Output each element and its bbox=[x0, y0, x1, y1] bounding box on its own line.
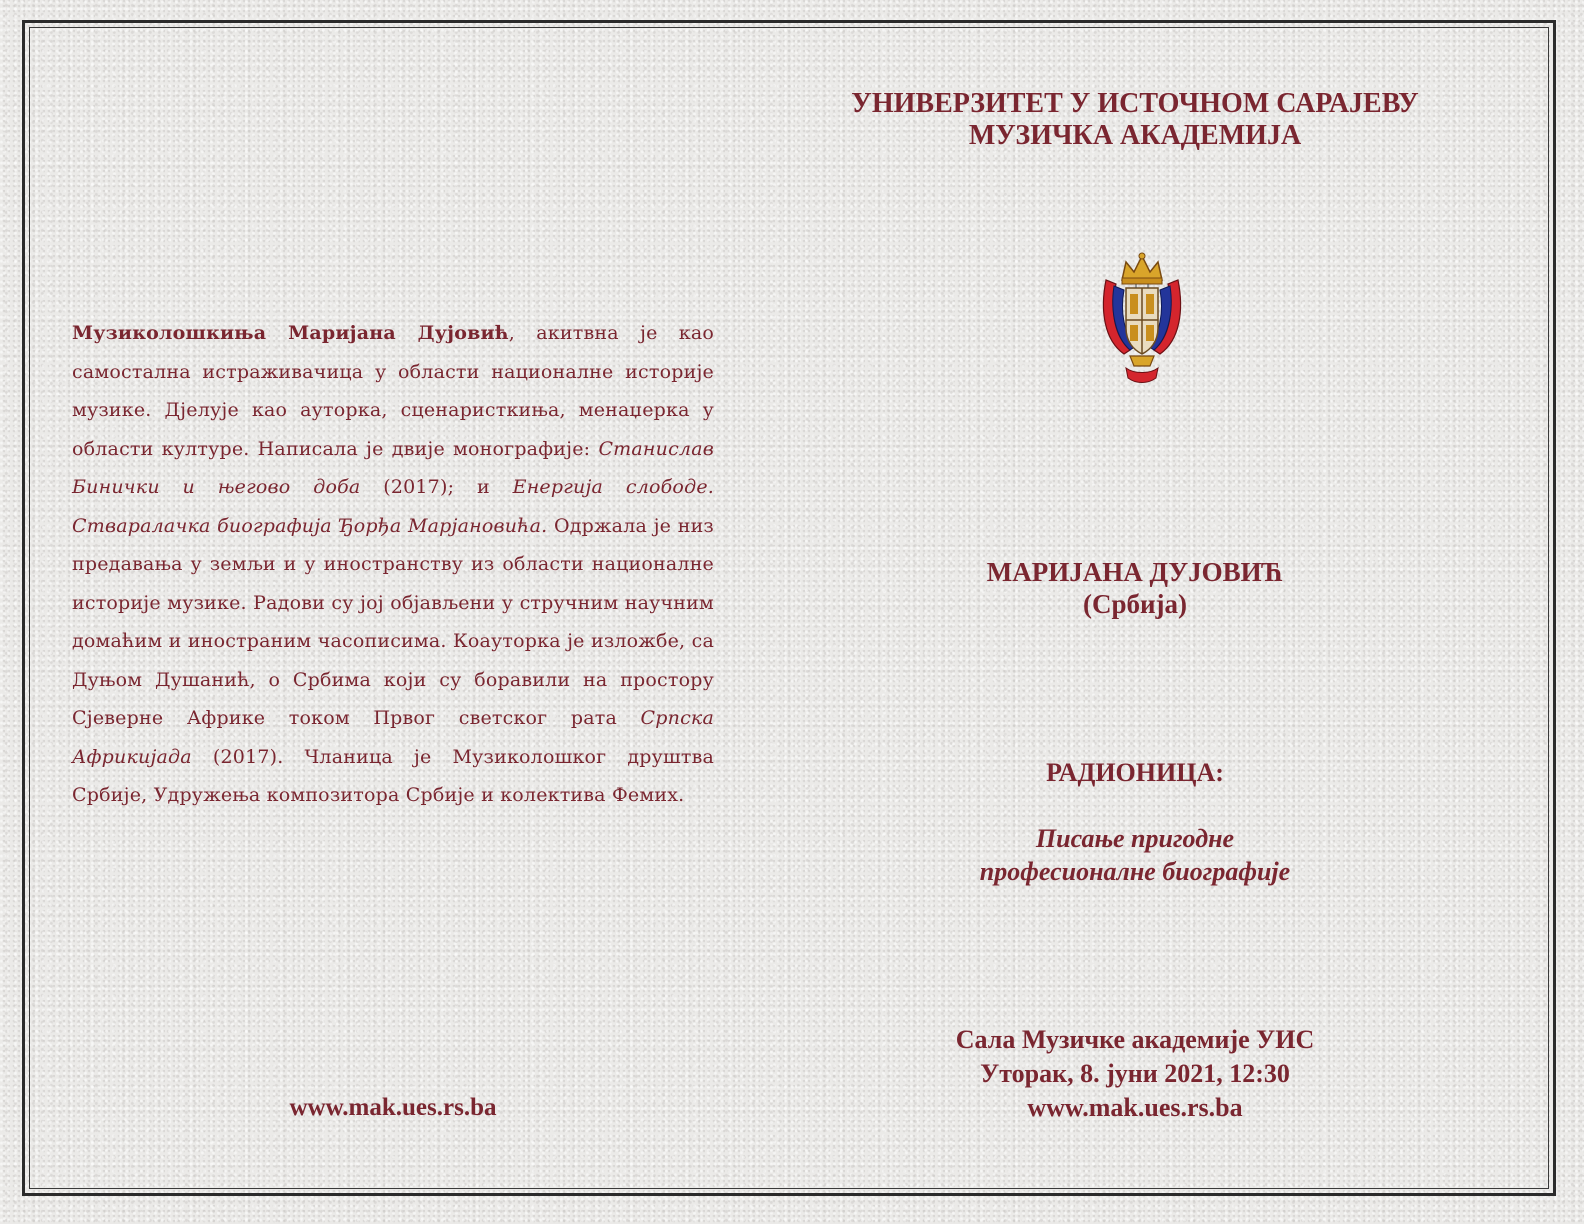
bio-text-4: (2017). Чланица је Музиколошког друштва Србије, Удружења композитора Србије и колектива Фемих. bbox=[72, 745, 714, 806]
left-website-url: www.mak.ues.rs.ba bbox=[289, 1094, 497, 1121]
institution-header bbox=[790, 88, 1480, 152]
lyre-crest-icon bbox=[1096, 250, 1188, 390]
university-name: УНИВЕРЗИТЕТ У ИСТОЧНОМ САРАЈЕВУ bbox=[851, 88, 1419, 119]
bio-exhibition-title: Српска Африкијада bbox=[72, 707, 714, 768]
event-datetime: Уторак, 8. јуни 2021, 12:30 bbox=[980, 1059, 1290, 1088]
guest-country: (Србија) bbox=[1082, 589, 1188, 619]
biography-paragraph bbox=[72, 314, 714, 815]
bio-text-1: , акитвна је као самостална истраживачица у области националне историје музике. Дјелује као ауторка, сценаристкиња, менаџерка у области културе. Написала је двије монографије: bbox=[72, 322, 715, 460]
bio-name: Музиколошкиња Маријана Дујовић bbox=[72, 322, 509, 344]
event-venue: Сала Музичке академије УИС bbox=[955, 1025, 1315, 1054]
academy-name: МУЗИЧКА АКАДЕМИЈА bbox=[968, 120, 1302, 151]
workshop-label: РАДИОНИЦА: bbox=[1046, 758, 1224, 787]
workshop-topic bbox=[790, 822, 1480, 888]
right-website-url: www.mak.ues.rs.ba bbox=[1027, 1093, 1243, 1122]
crown-icon bbox=[1122, 253, 1162, 284]
event-details bbox=[790, 1023, 1480, 1125]
bio-book-title-2: Енергија слободе. Стваралачка биографија Ђорђа Марјановића. bbox=[72, 476, 714, 537]
bio-text-2: (2017); и bbox=[360, 476, 513, 498]
bio-text-3: Одржала је низ предавања у земљи и у иностранству из области националне историје музике. Радови су јој објављени у стручним научним домаћим и иностраним часописима. Коауторка је изложбе, са Дуњом Душанић, о Србима који су боравили на простору Сјеверне Африке током Првог светског рата bbox=[72, 514, 714, 729]
bio-book-title-1: Станислав Бинички и његово доба bbox=[72, 437, 714, 498]
guest-name: МАРИЈАНА ДУЈОВИЋ bbox=[986, 557, 1284, 587]
guest-block bbox=[790, 556, 1480, 620]
workshop-topic-line-1: Писање пригодне bbox=[1035, 824, 1235, 853]
workshop-topic-line-2: професионалне биографије bbox=[979, 857, 1291, 886]
